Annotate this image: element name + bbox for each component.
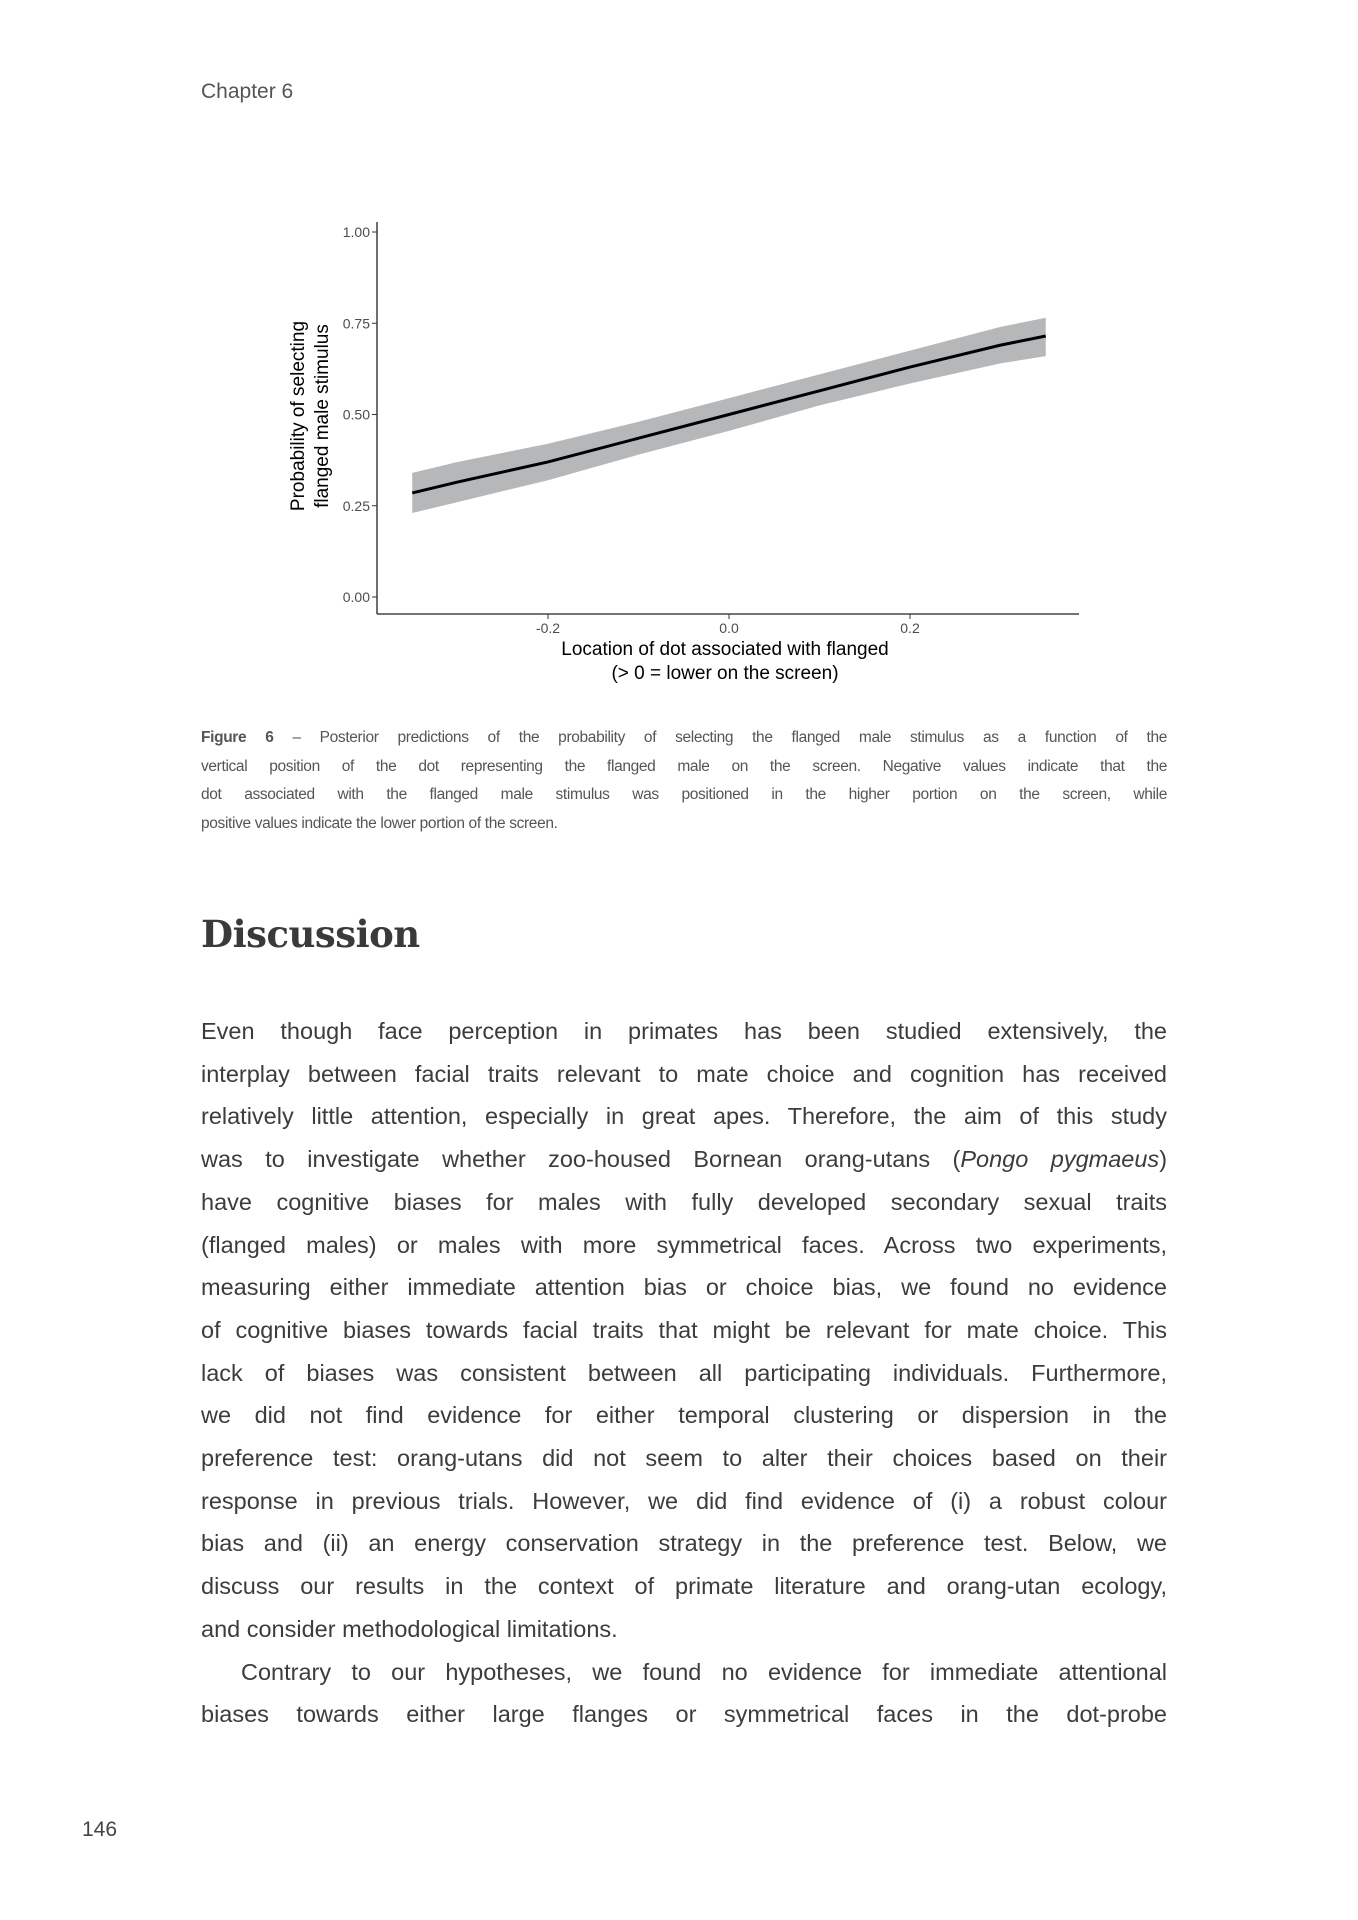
body-line: discuss our results in the context of primate literature and orang-utan ecology, [201,1573,1167,1600]
page-number: 146 [82,1818,118,1841]
y-tick-label: 1.00 [342,224,370,240]
body-line: measuring either immediate attention bias or choice bias, we found no evidence [201,1274,1167,1301]
body-line: of cognitive biases towards facial traits that might be relevant for mate choice. This [201,1316,1167,1343]
y-tick-label: 0.00 [342,589,370,605]
y-axis-label: flanged male stimulus [312,324,333,508]
body-text [201,1010,1167,1736]
y-tick-label: 0.75 [342,315,370,332]
body-line: bias and (ii) an energy conservation strategy in the preference test. Below, we [201,1530,1167,1557]
body-line: we did not find evidence for either temporal clustering or dispersion in the [201,1402,1167,1429]
caption-line: vertical position of the dot representing the flanged male on the screen. Negative values indicate that the [201,757,1167,775]
y-tick-label: 0.50 [342,406,370,423]
body-line: and consider methodological limitations. [201,1615,618,1642]
figure-caption [201,724,1167,838]
x-tick-label: 0.0 [719,620,739,636]
caption-label: Figure 6 [201,729,274,746]
body-line: lack of biases was consistent between all participating individuals. Furthermore, [201,1359,1167,1386]
y-tick-label: 0.25 [342,497,370,514]
body-line: have cognitive biases for males with fully developed secondary sexual traits [201,1188,1167,1215]
y-axis-label: Probability of selecting [288,320,309,512]
body-line: Contrary to our hypotheses, we found no evidence for immediate attentional [241,1658,1167,1685]
species-name: Pongo pygmaeus [960,1146,1160,1173]
body-line: interplay between facial traits relevant to mate choice and cognition has received [201,1060,1167,1087]
x-axis-label: Location of dot associated with flanged [561,639,889,660]
body-line: biases towards either large flanges or symmetrical faces in the dot-probe [201,1701,1167,1728]
body-line: preference test: orang-utans did not seem to alter their choices based on their [201,1445,1167,1472]
x-axis-label: (> 0 = lower on the screen) [611,663,839,684]
x-tick-label: 0.2 [900,620,920,636]
section-heading: Discussion [201,912,420,956]
body-line: relatively little attention, especially in great apes. Therefore, the aim of this study [201,1103,1167,1130]
body-line: Even though face perception in primates has been studied extensively, the [201,1018,1167,1044]
body-line: (flanged males) or males with more symmetrical faces. Across two experiments, [201,1231,1167,1258]
caption-line: positive values indicate the lower portion of the screen. [201,814,558,832]
body-line: response in previous trials. However, we did find evidence of (i) a robust colour [201,1487,1167,1514]
probability-chart [0,0,1358,700]
caption-line: – Posterior predictions of the probability of selecting the flanged male stimulus as a function of the [273,729,1167,746]
chapter-header: Chapter 6 [201,80,294,103]
x-tick-label: -0.2 [535,620,561,636]
body-line: was to investigate whether zoo-housed Bornean orang-utans (Pongo pygmaeus) [201,1146,1168,1173]
caption-line: dot associated with the flanged male stimulus was positioned in the higher portion on the screen, while [201,786,1167,803]
